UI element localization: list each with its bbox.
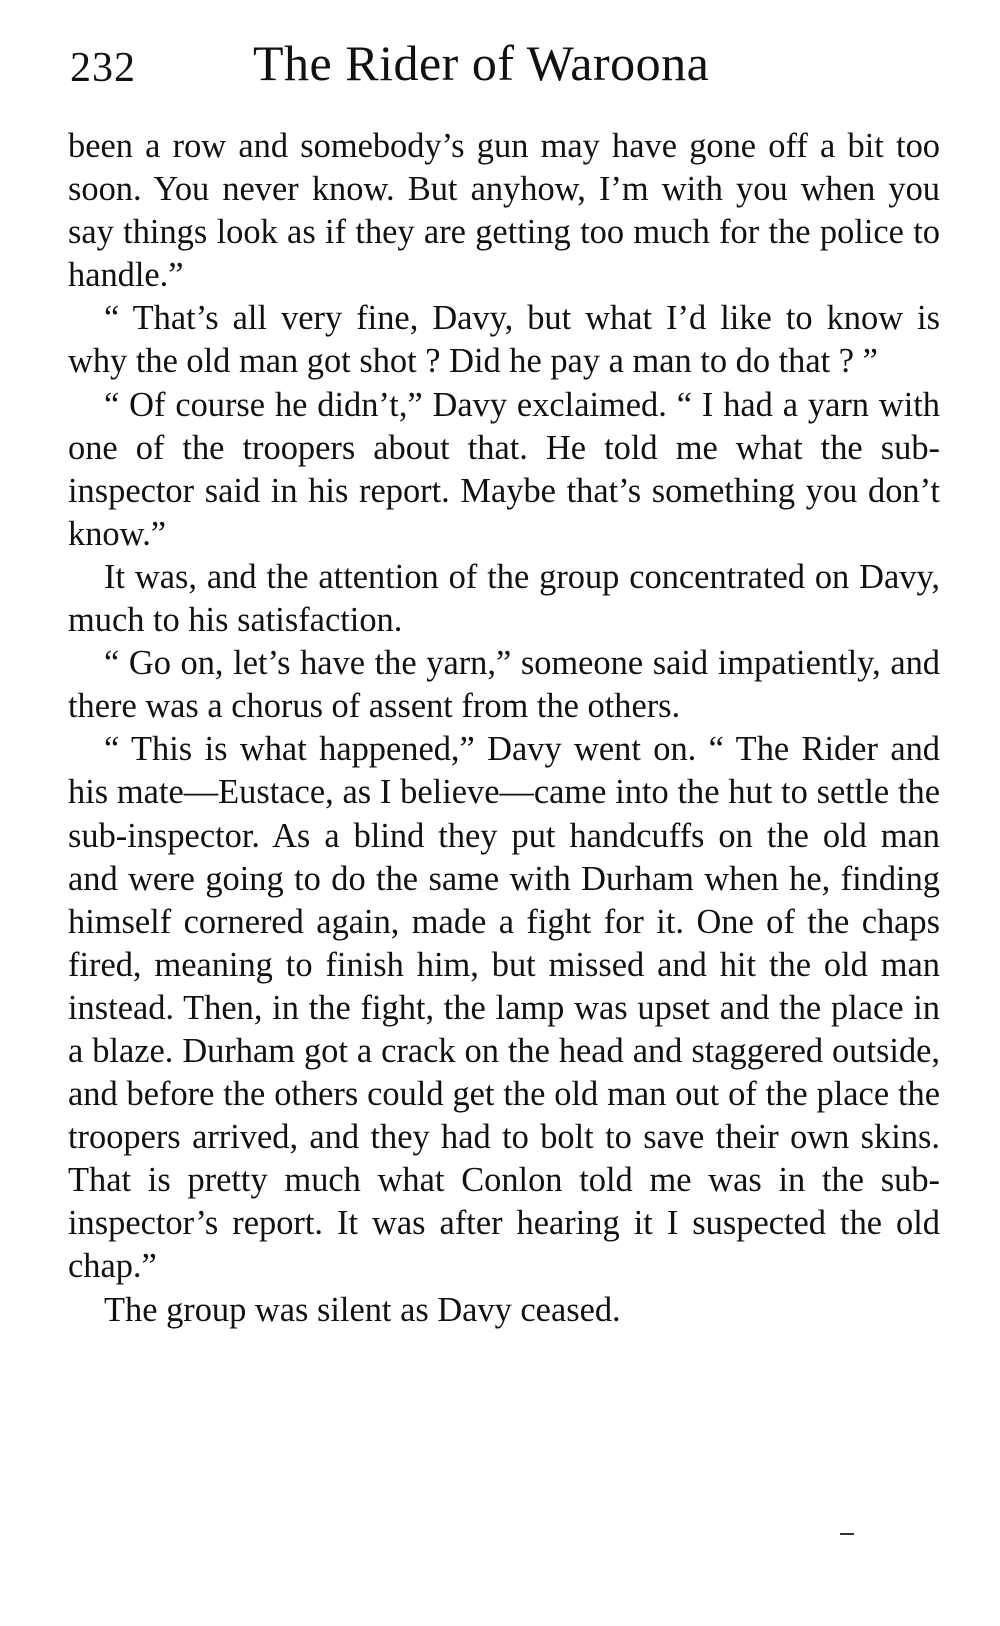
paragraph: “ Of course he didn’t,” Davy exclaimed. “ I had a yarn with one of the troopers about that. He told me what the sub-inspector said in his report. Maybe that’s something you don’t know.” bbox=[68, 385, 940, 553]
paragraph: The group was silent as Davy ceased. bbox=[104, 1290, 621, 1329]
paragraph-continued: been a row and somebody’s gun may have gone off a bit too soon. You never know. But anyhow, I’m with you when you say things look as if they are getting too much for the police to handle.” bbox=[68, 127, 940, 295]
paragraph: “ This is what happened,” Davy went on. “ The Rider and his mate—Eustace, as I believe—came into the hut to settle the sub-inspector. As a blind they put handcuffs on the old man and were going to do the same with Durham when he, finding himself cornered again, made a fight for it. One of the chaps fired, meaning to finish him, but missed and hit the old man instead. Then, in the fight, the lamp was upset and the place in a blaze. Durham got a crack on the head and staggered outside, and before the others could get the old man out of the place the troopers arrived, and they had to bolt to save their own skins. That is pretty much what Conlon told me was in the sub-inspector’s report. It was after hearing it I suspected the old chap.” bbox=[68, 730, 940, 1286]
paragraph: “ Go on, let’s have the yarn,” someone said impatiently, and there was a chorus of assent from the others. bbox=[68, 644, 940, 726]
running-head bbox=[70, 34, 940, 104]
body-text bbox=[68, 125, 940, 1332]
paragraph: It was, and the attention of the group concentrated on Davy, much to his satisfaction. bbox=[68, 557, 940, 640]
book-title: The Rider of Waroona bbox=[253, 35, 710, 91]
page-number: 232 bbox=[70, 45, 136, 91]
print-mark bbox=[840, 1533, 854, 1535]
paragraph: “ That’s all very fine, Davy, but what I’d like to know is why the old man got shot ? Did he pay a man to do that ? ” bbox=[68, 299, 940, 381]
